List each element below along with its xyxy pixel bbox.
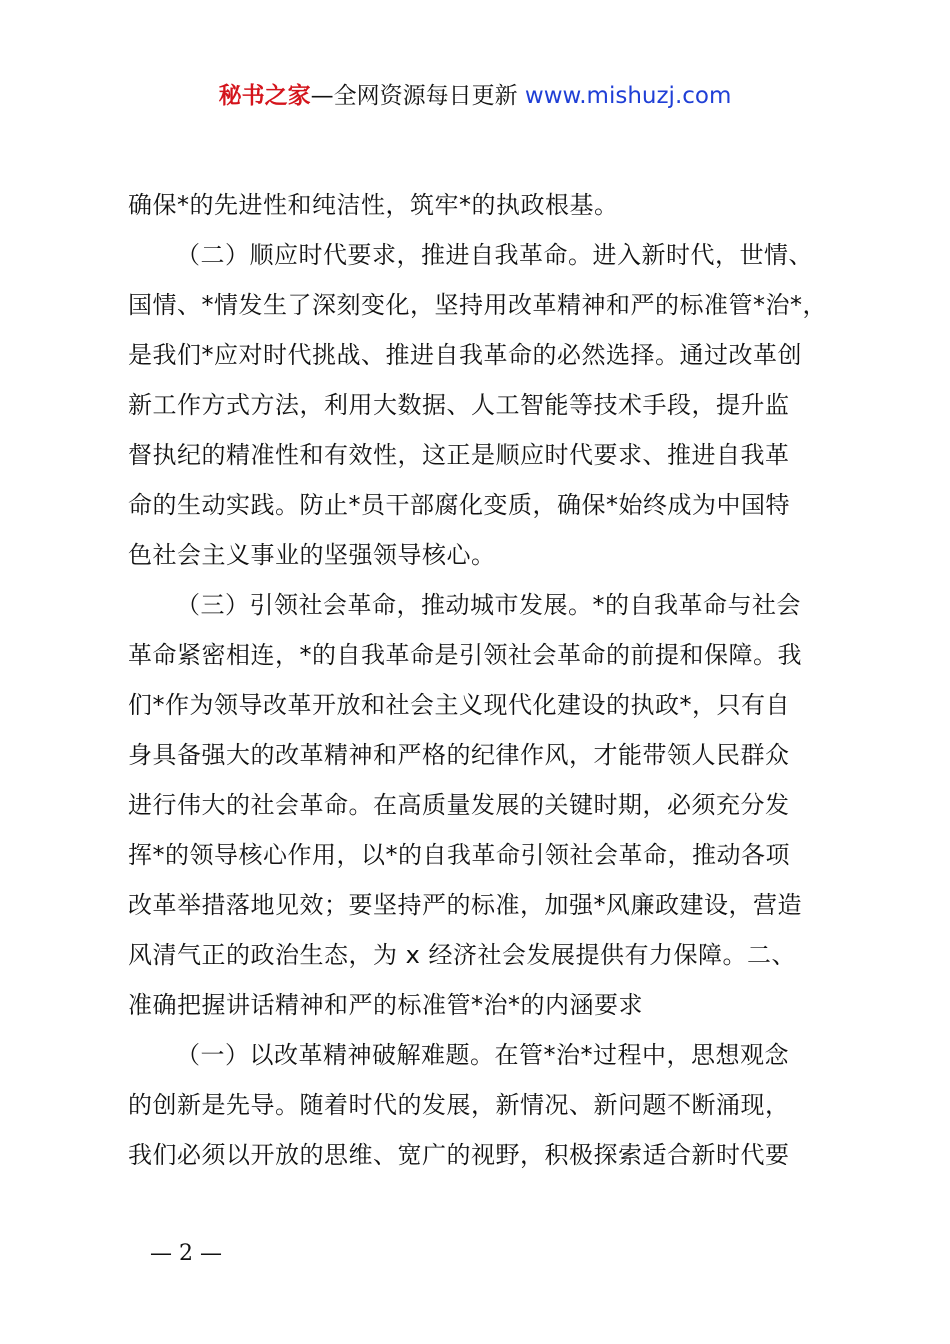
text-line: 准确把握讲话精神和严的标准管*治*的内涵要求 <box>128 991 643 1019</box>
text-line: 身具备强大的改革精神和严格的纪律作风，才能带领人民群众 <box>128 741 790 769</box>
text-line: 风清气正的政治生态，为 x 经济社会发展提供有力保障。二、 <box>128 941 796 969</box>
text-line: 挥*的领导核心作用，以*的自我革命引领社会革命，推动各项 <box>128 841 790 869</box>
text-line: 进行伟大的社会革命。在高质量发展的关键时期，必须充分发 <box>128 791 790 819</box>
text-line: 的创新是先导。随着时代的发展，新情况、新问题不断涌现， <box>128 1091 790 1119</box>
document-body <box>128 180 828 1180</box>
text-line: 我们必须以开放的思维、宽广的视野，积极探索适合新时代要 <box>128 1141 790 1169</box>
text-line: 命的生动实践。防止*员干部腐化变质，确保*始终成为中国特 <box>128 491 790 519</box>
text-line: 色社会主义事业的坚强领导核心。 <box>128 541 496 569</box>
text-line: 改革举措落地见效；要坚持严的标准，加强*风廉政建设，营造 <box>128 891 802 919</box>
text-line: 国情、*情发生了深刻变化，坚持用改革精神和严的标准管*治*， <box>128 291 827 319</box>
text-line: 们*作为领导改革开放和社会主义现代化建设的执政*，只有自 <box>128 691 790 719</box>
site-name: 秘书之家 <box>218 83 311 109</box>
text-line: （二）顺应时代要求，推进自我革命。进入新时代，世情、 <box>176 241 813 269</box>
site-slogan: —全网资源每日更新 <box>310 83 518 109</box>
text-line: 新工作方式方法，利用大数据、人工智能等技术手段，提升监 <box>128 391 790 419</box>
text-line: （一）以改革精神破解难题。在管*治*过程中，思想观念 <box>176 1041 789 1069</box>
text-line: 确保*的先进性和纯洁性，筑牢*的执政根基。 <box>128 191 619 219</box>
text-line: 是我们*应对时代挑战、推进自我革命的必然选择。通过改革创 <box>128 341 802 369</box>
site-url-link[interactable]: www.mishuzj.com <box>524 83 732 109</box>
page-number: — 2 — <box>150 1241 222 1266</box>
text-line: （三）引领社会革命，推动城市发展。*的自我革命与社会 <box>176 591 801 619</box>
text-line: 革命紧密相连，*的自我革命是引领社会革命的前提和保障。我 <box>128 641 802 669</box>
text-line: 督执纪的精准性和有效性，这正是顺应时代要求、推进自我革 <box>128 441 790 469</box>
page-header <box>0 78 950 114</box>
